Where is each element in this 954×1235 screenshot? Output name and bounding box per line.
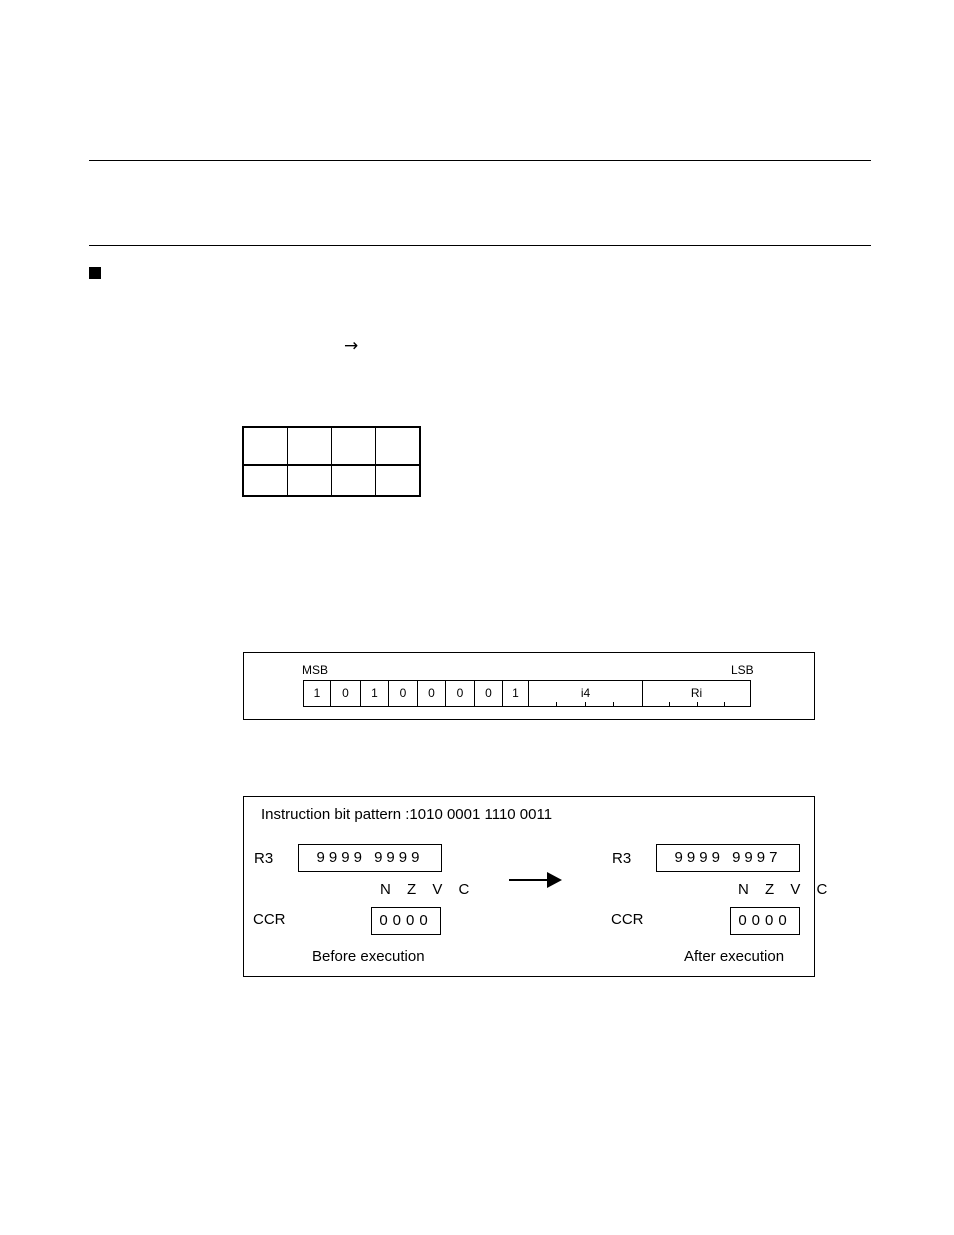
field-ri: Ri [690,686,703,700]
field-i4: i4 [529,681,643,706]
table-cell [376,465,421,496]
before-r3-value: 9999 9999 [298,844,442,872]
before-flag-names: N Z V C [380,881,476,898]
bit-cell: 0 [389,681,418,706]
table-cell [332,427,376,465]
bit-cell: 0 [331,681,361,706]
after-r3-value: 9999 9997 [656,844,800,872]
after-ccr-label: CCR [611,911,644,928]
before-r3-label: R3 [254,850,274,867]
bit-cell: 0 [418,681,446,706]
bit-cell: 1 [503,681,529,706]
bit-cell: 1 [361,681,389,706]
bit-cell: 0 [475,681,503,706]
table-cell [243,465,288,496]
instruction-bit-row [303,680,751,707]
table-cell [243,427,288,465]
after-caption: After execution [684,948,785,965]
table-row [243,427,420,465]
header-rule-top [89,160,871,161]
table-cell [332,465,376,496]
after-flag-names: N Z V C [738,881,834,898]
msb-label: MSB [302,663,329,677]
bit-tick [585,702,586,707]
table-cell [288,427,332,465]
bit-tick [556,702,557,707]
after-r3-label: R3 [612,850,632,867]
before-caption: Before execution [312,948,425,965]
execution-arrow-icon [509,871,563,889]
bit-tick [669,702,670,707]
flag-change-table [242,426,421,497]
bit-tick [613,702,614,707]
table-cell [376,427,421,465]
table-cell [288,465,332,496]
table-row [243,465,420,496]
bit-tick [724,702,725,707]
section-bullet-icon [89,267,101,279]
bit-pattern-text: Instruction bit pattern :1010 0001 1110 0011 [261,806,553,823]
lsb-label: LSB [731,663,754,677]
bit-tick [697,702,698,707]
bit-cell: 0 [446,681,475,706]
before-ccr-label: CCR [253,911,286,928]
bit-cell: 1 [304,681,331,706]
after-ccr-value: 0000 [730,907,800,935]
before-ccr-value: 0000 [371,907,441,935]
right-arrow-icon: → [344,336,359,356]
header-rule-bottom [89,245,871,246]
